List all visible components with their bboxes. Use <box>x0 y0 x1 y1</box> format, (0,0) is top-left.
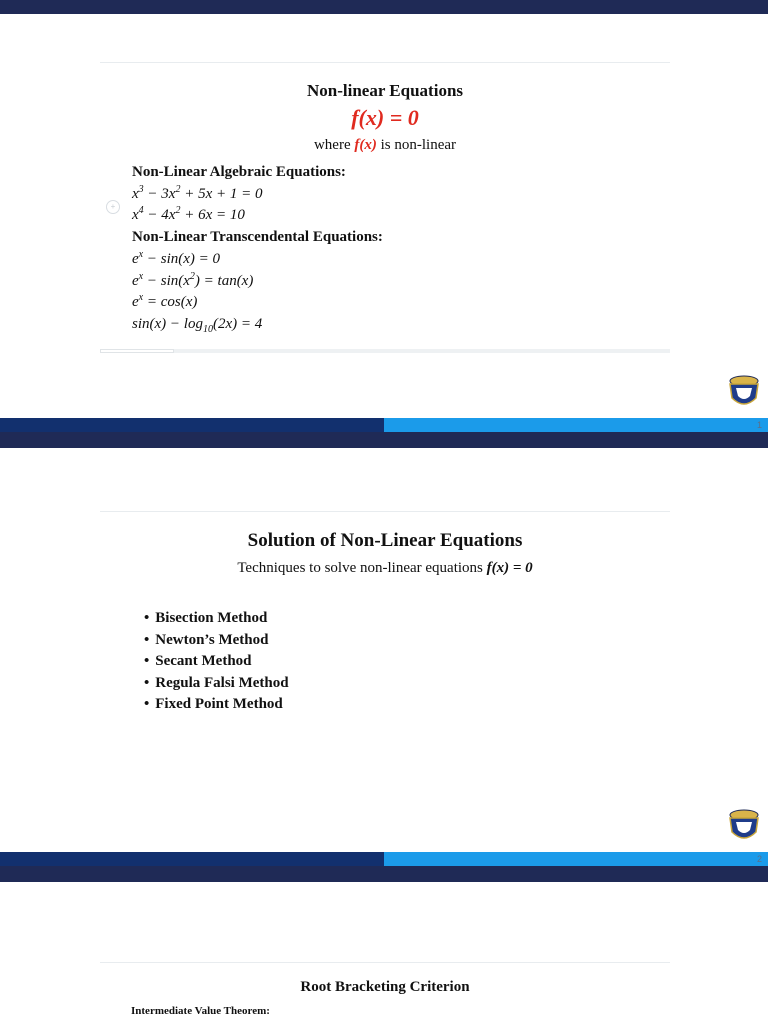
slide-1-equation-text: f(x) = 0 <box>351 105 419 130</box>
slide-1-subtitle <box>100 137 670 154</box>
list-item: • Newton’s Method <box>144 630 289 652</box>
slide-3-top-bar <box>0 866 768 882</box>
subtitle-suffix: is non-linear <box>376 137 457 153</box>
slide-marker-icon[interactable]: + <box>106 200 120 214</box>
subtitle-fx: f(x) <box>354 137 377 153</box>
algebraic-equation-1: $x^3 - 3x^2 + 5x + 1 = 0$ <box>132 184 263 202</box>
slide-1-bottom-bar-dark <box>0 418 384 432</box>
transcendental-heading: Non-Linear Transcendental Equations: <box>132 229 383 245</box>
slide-1-bottom-bar-light <box>384 418 768 432</box>
transcendental-equation-4: $\sin(x) - \log_{10}(2x) = 4$ <box>132 316 263 335</box>
slide-1-scrollbar[interactable] <box>100 349 670 353</box>
slide-1-page-number: 1 <box>756 420 762 430</box>
slide-1-scroll-thumb[interactable] <box>100 349 174 353</box>
slide-2-page-number: 2 <box>756 854 762 864</box>
slide-2-subtitle <box>100 560 670 577</box>
slide-2-bottom-bar-light <box>384 852 768 866</box>
algebraic-equation-2: $x^4 - 4x^2 + 6x = 10$ <box>132 205 245 223</box>
slide-3 <box>0 866 768 1024</box>
slide-3-title: Root Bracketing Criterion <box>300 979 470 995</box>
slide-2-bottom-bar-dark <box>0 852 384 866</box>
slide-3-content <box>100 962 670 1024</box>
slide-1-top-bar <box>0 0 768 14</box>
university-crest-icon <box>724 372 764 412</box>
theorem-label: Intermediate Value Theorem: <box>131 1005 270 1017</box>
list-item: • Bisection Method <box>144 608 289 630</box>
list-item: • Secant Method <box>144 651 289 673</box>
slide-2 <box>0 432 768 866</box>
algebraic-heading: Non-Linear Algebraic Equations: <box>132 164 346 180</box>
transcendental-equation-1: $e^x - \sin(x) = 0$ <box>132 249 221 267</box>
subtitle-prefix: where <box>313 137 355 153</box>
subtitle-equation: f(x) = 0 <box>486 560 533 576</box>
slide-2-top-bar <box>0 432 768 448</box>
slide-1-equation <box>100 105 670 131</box>
methods-list <box>144 608 289 716</box>
subtitle-prefix: Techniques to solve non-linear equations <box>237 560 487 576</box>
transcendental-equation-3: $e^x = \cos(x)$ <box>132 292 198 310</box>
slide-1-title: Non-linear Equations <box>306 81 464 100</box>
slide-1 <box>0 0 768 432</box>
slide-1-content <box>100 62 670 355</box>
slide-2-content <box>100 511 670 798</box>
list-item: • Regula Falsi Method <box>144 673 289 695</box>
list-item: • Fixed Point Method <box>144 694 289 716</box>
transcendental-equation-2: $e^x - \sin(x^2) = \tan(x)$ <box>132 271 254 289</box>
slide-2-title: Solution of Non-Linear Equations <box>247 530 523 551</box>
university-crest-icon <box>724 806 764 846</box>
